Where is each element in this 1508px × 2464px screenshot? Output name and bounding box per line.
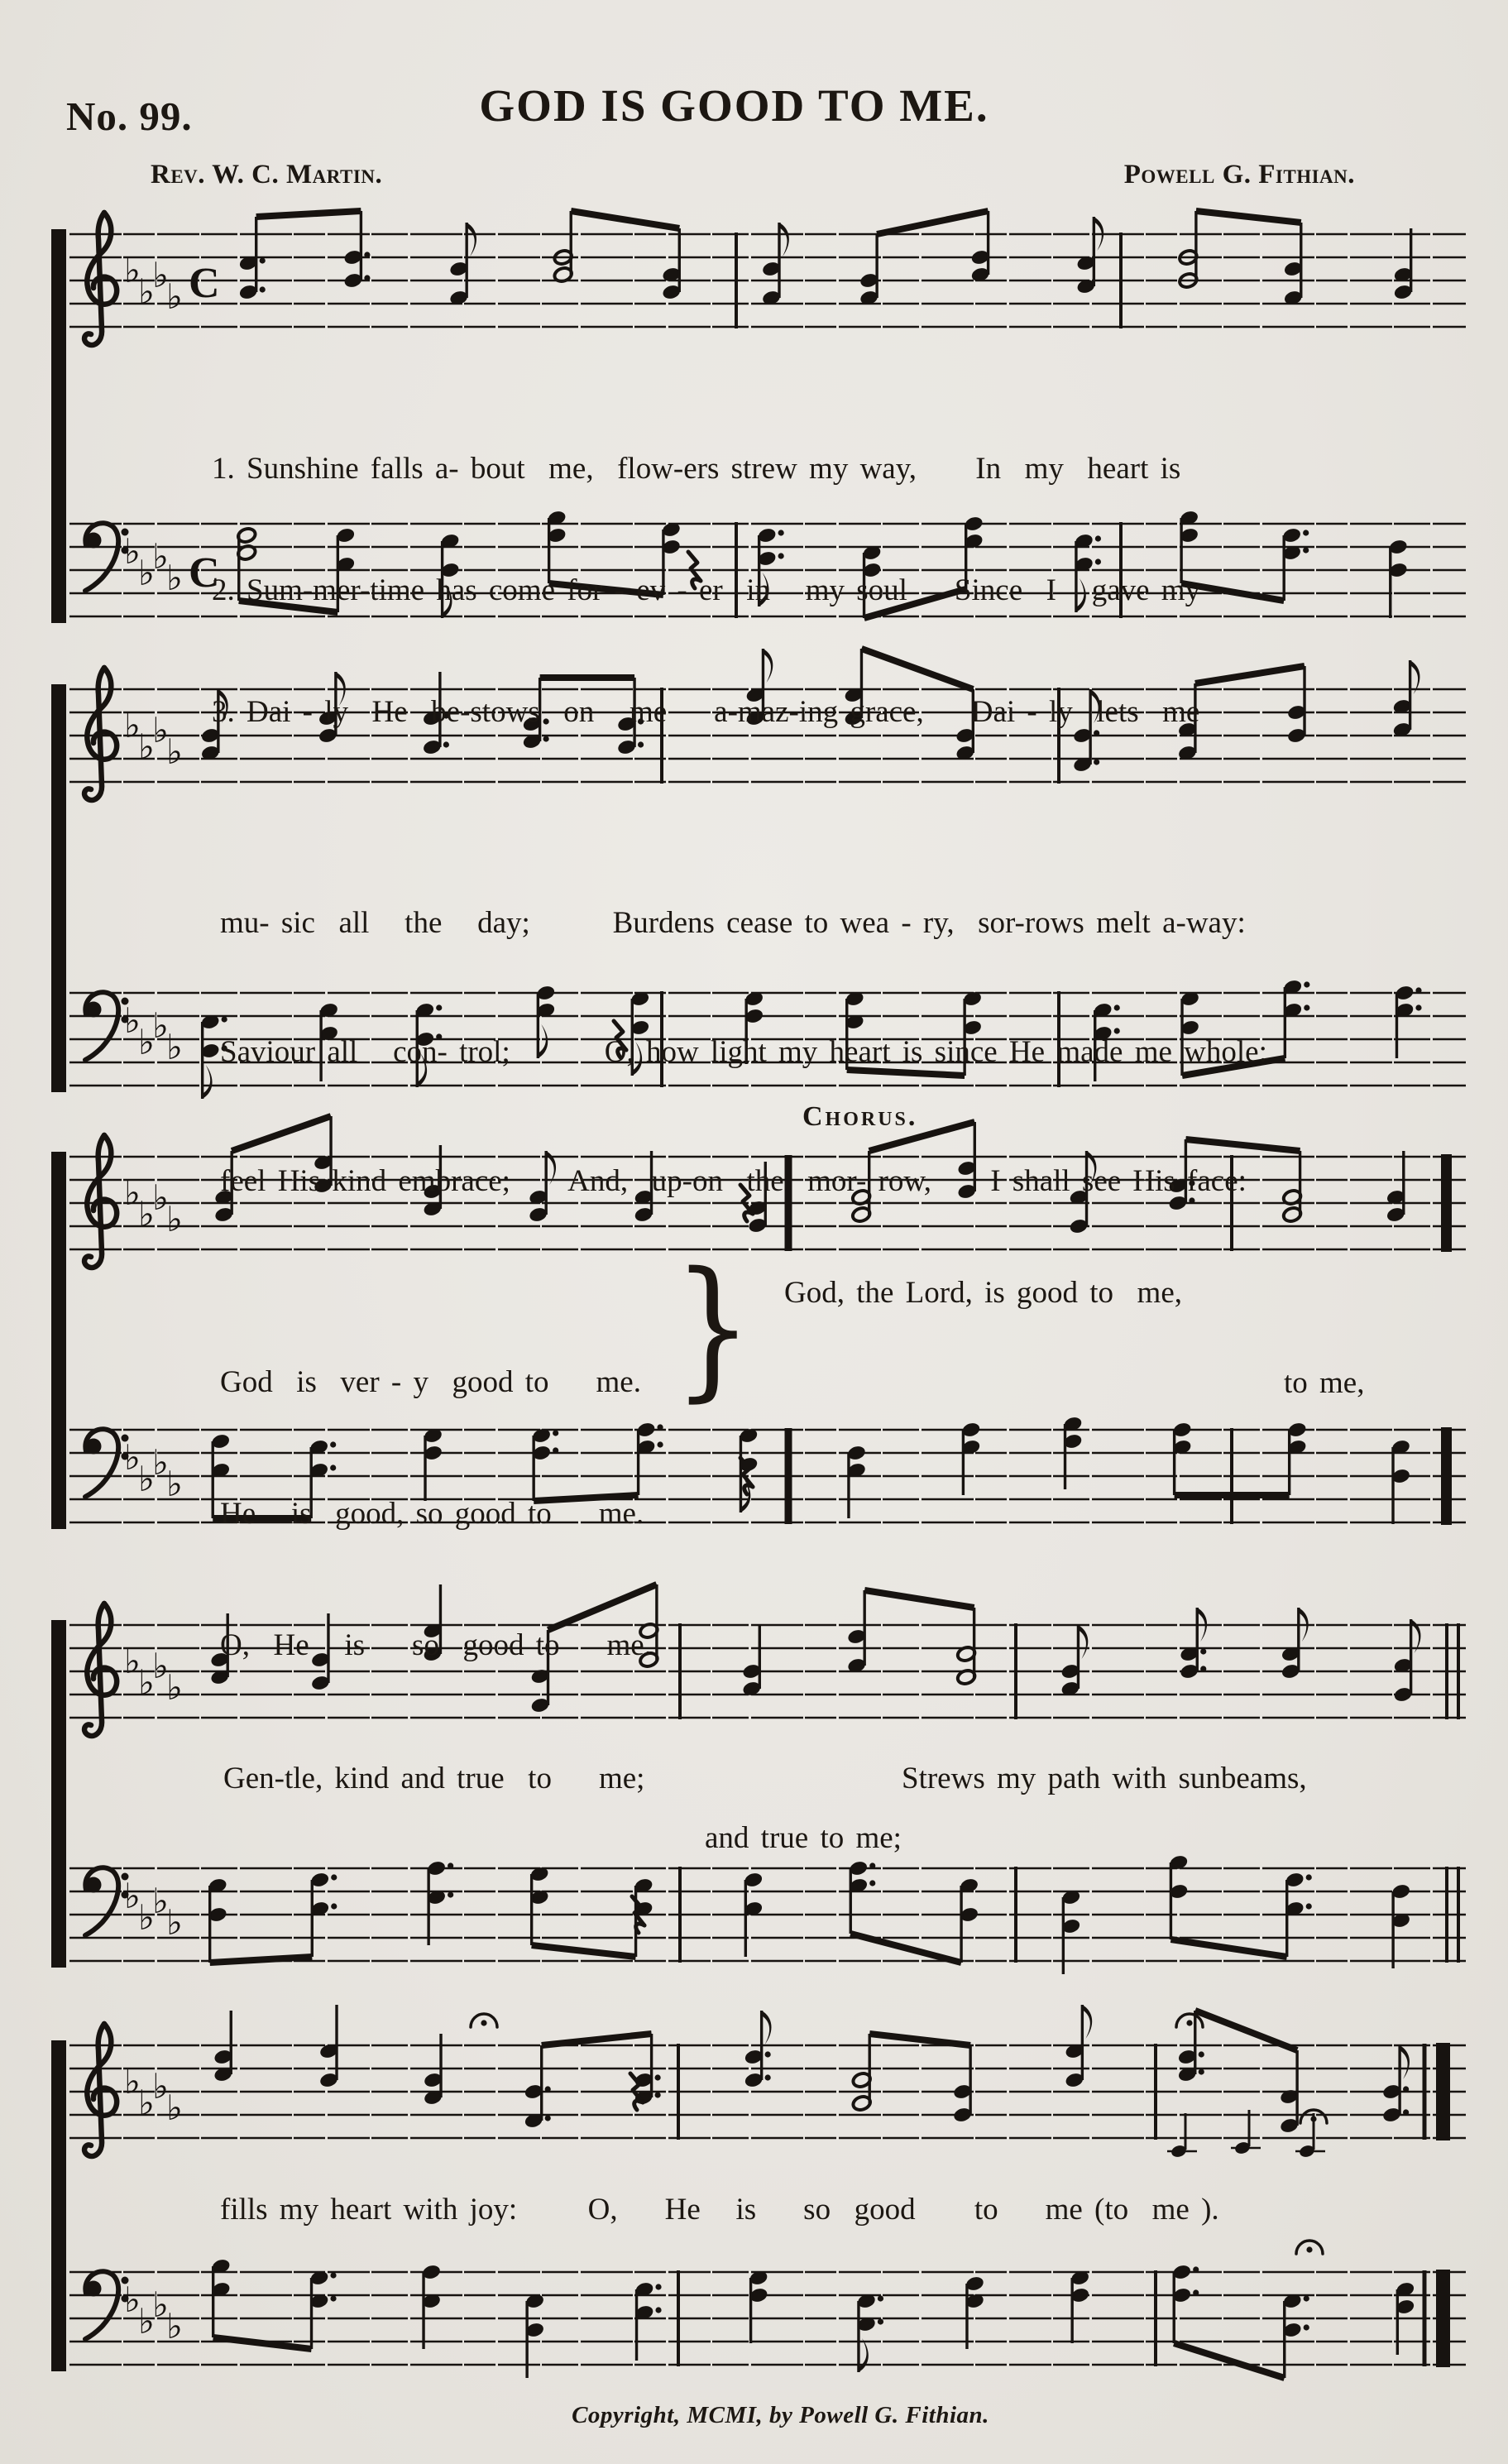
chorus-label: Chorus. (802, 1101, 918, 1132)
verse-2-line-1: 2. Sum-mer-time has come for - ev - er in my soul Since I gave my (212, 573, 1201, 607)
verse-1-line-1: 1. Sunshine falls a- bout me, flow-ers strew my way, In my heart is (212, 452, 1181, 486)
svg-text:♭: ♭ (138, 1022, 155, 1062)
chorus-answer-line: God, the Lord, is good to me, (784, 1276, 1183, 1310)
svg-text:♭: ♭ (138, 1459, 155, 1499)
svg-text:♭: ♭ (124, 1437, 141, 1478)
svg-text:♭: ♭ (166, 1199, 183, 1239)
svg-text:♭: ♭ (124, 1641, 141, 1681)
verse-1-line-2: mu- sic all the day; Burdens cease to wea - ry, sor-rows melt a-way: (220, 906, 1246, 940)
svg-text:♭: ♭ (138, 1662, 155, 1703)
chorus-line-3: O, He is so good to me. (220, 1628, 652, 1662)
svg-text:♭: ♭ (152, 1646, 169, 1686)
svg-text:♭: ♭ (152, 255, 169, 295)
chorus-brace: } (673, 1240, 753, 1417)
chorus-line-1: God is ver - y good to me. (220, 1365, 641, 1399)
copyright-line: Copyright, MCMI, by Powell G. Fithian. (572, 2402, 989, 2428)
svg-text:C: C (189, 549, 220, 597)
chorus-strews-line: Strews my path with sunbeams, (902, 1762, 1307, 1795)
chorus-stacked-lines (220, 1273, 652, 1755)
svg-text:♭: ♭ (166, 1667, 183, 1708)
verse-block-2 (220, 816, 1267, 1289)
svg-text:♭: ♭ (152, 2284, 169, 2325)
svg-text:♭: ♭ (124, 2279, 141, 2320)
svg-text:♭: ♭ (124, 531, 141, 572)
chorus-gentle-line: Gen-tle, kind and true to me; (223, 1762, 645, 1795)
verse-block-1 (212, 367, 1200, 813)
svg-text:♭: ♭ (166, 2088, 183, 2128)
svg-text:♭: ♭ (124, 1876, 141, 1916)
svg-text:♭: ♭ (138, 271, 155, 312)
svg-text:♭: ♭ (138, 1897, 155, 1938)
svg-text:♭: ♭ (166, 558, 183, 598)
svg-text:♭: ♭ (138, 2301, 155, 2342)
svg-text:♭: ♭ (152, 1177, 169, 1218)
svg-text:♭: ♭ (124, 1172, 141, 1213)
svg-text:♭: ♭ (138, 1194, 155, 1234)
svg-text:♭: ♭ (166, 731, 183, 772)
svg-text:♭: ♭ (152, 710, 169, 750)
svg-text:♭: ♭ (124, 2061, 141, 2102)
verse-2-line-2: Saviour all con- trol; O, how light my heart is since He made me whole: (220, 1035, 1267, 1069)
svg-text:♭: ♭ (124, 1000, 141, 1041)
svg-text:♭: ♭ (124, 705, 141, 745)
chorus-echo-to-me: to me, (1284, 1366, 1365, 1400)
hymn-number: No. 99. (66, 93, 193, 139)
svg-text:♭: ♭ (152, 536, 169, 577)
svg-text:♭: ♭ (152, 2066, 169, 2107)
svg-text:♭: ♭ (152, 1881, 169, 1921)
chorus-and-true-line: and true to me; (705, 1821, 902, 1855)
svg-text:♭: ♭ (166, 1464, 183, 1504)
page-title: GOD IS GOOD TO ME. (479, 80, 989, 131)
svg-text:♭: ♭ (152, 1005, 169, 1046)
svg-text:♭: ♭ (166, 2306, 183, 2347)
svg-text:C: C (189, 260, 220, 307)
svg-text:♭: ♭ (138, 553, 155, 593)
svg-text:♭: ♭ (124, 250, 141, 290)
composer-credit: Powell G. Fithian. (1123, 160, 1355, 189)
chorus-line-2: He is good, so good to me. (220, 1497, 644, 1531)
verse-3-line-2: feel His kind embrace; And, up-on the mor- row, I shall see His face: (220, 1164, 1247, 1198)
svg-text:♭: ♭ (166, 1902, 183, 1943)
verse-3-line-1: 3. Dai - ly He be-stows on me a-maz-ing grace, Dai - ly lets me (212, 695, 1200, 729)
svg-text:♭: ♭ (138, 2083, 155, 2123)
svg-text:♭: ♭ (166, 1027, 183, 1067)
lyricist-credit: Rev. W. C. Martin. (151, 160, 383, 189)
svg-text:♭: ♭ (152, 1442, 169, 1483)
svg-text:♭: ♭ (166, 276, 183, 317)
chorus-fills-line: fills my heart with joy: O, He is so good to me (to me ). (220, 2193, 1219, 2227)
svg-text:♭: ♭ (138, 726, 155, 767)
